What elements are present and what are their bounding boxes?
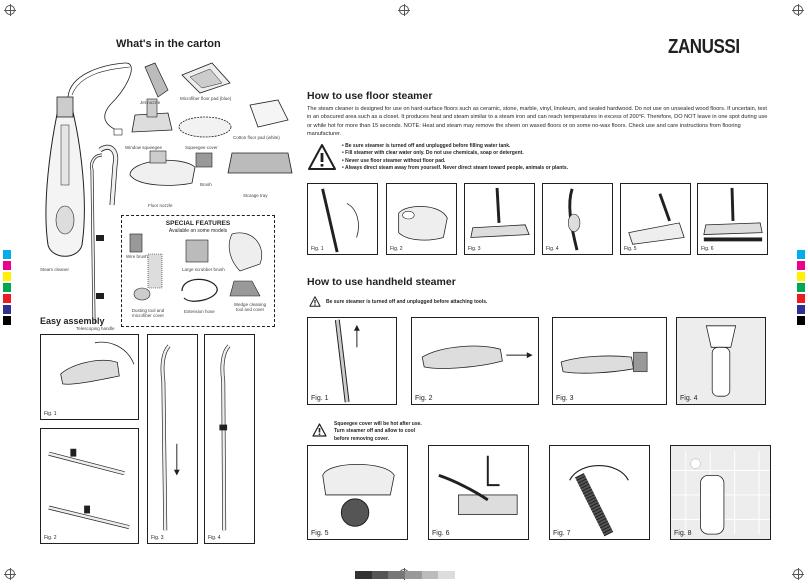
- handheld-fig-6: [428, 445, 529, 540]
- warning-icon: [309, 296, 321, 307]
- handheld-title: How to use handheld steamer: [307, 276, 456, 288]
- label-floor-nozzle: Floor nozzle: [148, 203, 173, 208]
- fig-label: Fig. 3: [556, 395, 574, 402]
- fig-label: Fig. 6: [432, 530, 450, 537]
- floor-fig-2: [386, 183, 457, 255]
- floor-warning-1: • Be sure steamer is turned off and unplugged before filling water tank.: [342, 143, 511, 149]
- label-squeegee-cover: Squeegee cover: [185, 145, 218, 150]
- color-swatch: [3, 316, 11, 325]
- handheld-warning-2-line2: Turn steamer off and allow to cool: [334, 428, 416, 435]
- label-dusting-tool: Dusting tool and microfiber cover: [131, 308, 165, 319]
- fig-label: Fig. 6: [701, 246, 714, 252]
- label-steam-cleaner: Steam cleaner: [40, 267, 70, 272]
- floor-warnings: [342, 143, 652, 172]
- fig-label: Fig. 8: [674, 530, 692, 537]
- label-large-scrubber-brush: Large scrubber brush: [182, 267, 225, 272]
- warning-icon: [307, 143, 337, 171]
- handheld-fig-8: [670, 445, 771, 540]
- color-swatch: [797, 272, 805, 281]
- grayscale-bar: [355, 571, 455, 579]
- label-wire-brush: Wire brush: [126, 254, 148, 259]
- label-cotton-pad-white: Cotton floor pad (white): [233, 135, 280, 140]
- fig-label: Fig. 2: [415, 395, 433, 402]
- label-microfiber-pad-blue: Microfiber floor pad (blue): [180, 96, 232, 101]
- color-swatch: [797, 294, 805, 303]
- fig-label: Fig. 2: [390, 246, 403, 252]
- label-extension-hose: Extension hose: [184, 309, 215, 314]
- label-storage-tray: Storage tray: [243, 193, 268, 198]
- special-features-title: SPECIAL FEATURES: [165, 220, 231, 227]
- handheld-warning-1: Be sure steamer is turned off and unplugged before attaching tools.: [326, 299, 488, 305]
- fig-label: Fig. 5: [624, 246, 637, 252]
- color-swatch: [797, 250, 805, 259]
- floor-fig-4: [542, 183, 613, 255]
- handheld-fig-4: [676, 317, 766, 405]
- color-swatch: [797, 261, 805, 270]
- color-swatch: [3, 294, 11, 303]
- color-swatch: [797, 305, 805, 314]
- color-swatch: [3, 250, 11, 259]
- registration-mark: [399, 5, 409, 15]
- warning-icon: [312, 423, 327, 437]
- label-telescoping-handle: Telescoping handle: [76, 326, 115, 331]
- handheld-warning-2: [334, 421, 422, 443]
- floor-intro: The steam cleaner is designed for use on hard-surface floors such as ceramic, stone, marble, vinyl, linoleum, and sealed hardwood. Do not use on unsealed wood floors. If uncertain, test in an obscured area such as a closet. It produces heat and steam similar to a steam iron and can reach temperatures in excess of 200°F. Therefore, DO NOT leave in one spot during use or while hot for more than 15 seconds. NOTE: Heat and steam may remove the sheen on waxed floors or on some no-wax floors. Check use and care instructions from flooring manufacturer.: [307, 106, 768, 138]
- carton-title: What's in the carton: [116, 38, 221, 50]
- color-swatch: [797, 283, 805, 292]
- registration-mark: [5, 569, 15, 579]
- handheld-fig-1: [307, 317, 397, 405]
- floor-warning-4: • Always direct steam away from yourself. Never direct steam toward people, animals or plants.: [342, 164, 569, 171]
- registration-mark: [5, 5, 15, 15]
- floor-fig-3: [464, 183, 535, 255]
- fig-label: Fig. 1: [311, 395, 329, 402]
- fig-label: Fig. 3: [151, 535, 164, 541]
- fig-label: Fig. 1: [44, 411, 57, 417]
- assembly-fig-4: [204, 334, 255, 544]
- floor-title: How to use floor steamer: [307, 90, 433, 102]
- brand-logo: ZANUSSI: [668, 36, 740, 58]
- label-brush: Brush: [200, 182, 212, 187]
- special-features-box: [121, 215, 275, 327]
- handheld-fig-3: [552, 317, 667, 405]
- assembly-fig-1: [40, 334, 139, 420]
- special-features-subtitle: Available on some models: [168, 228, 228, 234]
- floor-warning-3: • Never use floor steamer without floor pad.: [342, 157, 446, 164]
- floor-fig-6: [697, 183, 768, 255]
- assembly-fig-3: [147, 334, 198, 544]
- handheld-fig-5: [307, 445, 408, 540]
- fig-label: Fig. 5: [311, 530, 329, 537]
- color-swatch: [3, 272, 11, 281]
- handheld-warning-2-line1: Squeegee cover will be hot after use.: [334, 421, 422, 427]
- fig-label: Fig. 3: [468, 246, 481, 252]
- label-window-squeegee: Window squeegee: [125, 145, 163, 150]
- fig-label: Fig. 4: [208, 535, 221, 541]
- registration-mark: [793, 569, 803, 579]
- fig-label: Fig. 1: [311, 246, 324, 252]
- color-swatch: [797, 316, 805, 325]
- assembly-fig-2: [40, 428, 139, 544]
- color-swatch: [3, 305, 11, 314]
- label-wedge-tool: Wedge cleaning tool and cover: [233, 302, 267, 313]
- floor-fig-1: [307, 183, 378, 255]
- label-jet-nozzle: Jet nozzle: [140, 100, 161, 105]
- handheld-warning-2-line3: before removing cover.: [334, 435, 390, 442]
- floor-fig-5: [620, 183, 691, 255]
- fig-label: Fig. 4: [546, 246, 559, 252]
- fig-label: Fig. 2: [44, 535, 57, 541]
- color-swatch: [3, 261, 11, 270]
- color-swatch: [3, 283, 11, 292]
- fig-label: Fig. 7: [553, 530, 571, 537]
- handheld-fig-7: [549, 445, 650, 540]
- handheld-fig-2: [411, 317, 539, 405]
- fig-label: Fig. 4: [680, 395, 698, 402]
- floor-warning-2: • Fill steamer with clear water only. Do not use chemicals, soap or detergent.: [342, 150, 524, 157]
- assembly-title: Easy assembly: [40, 316, 105, 326]
- registration-mark: [793, 5, 803, 15]
